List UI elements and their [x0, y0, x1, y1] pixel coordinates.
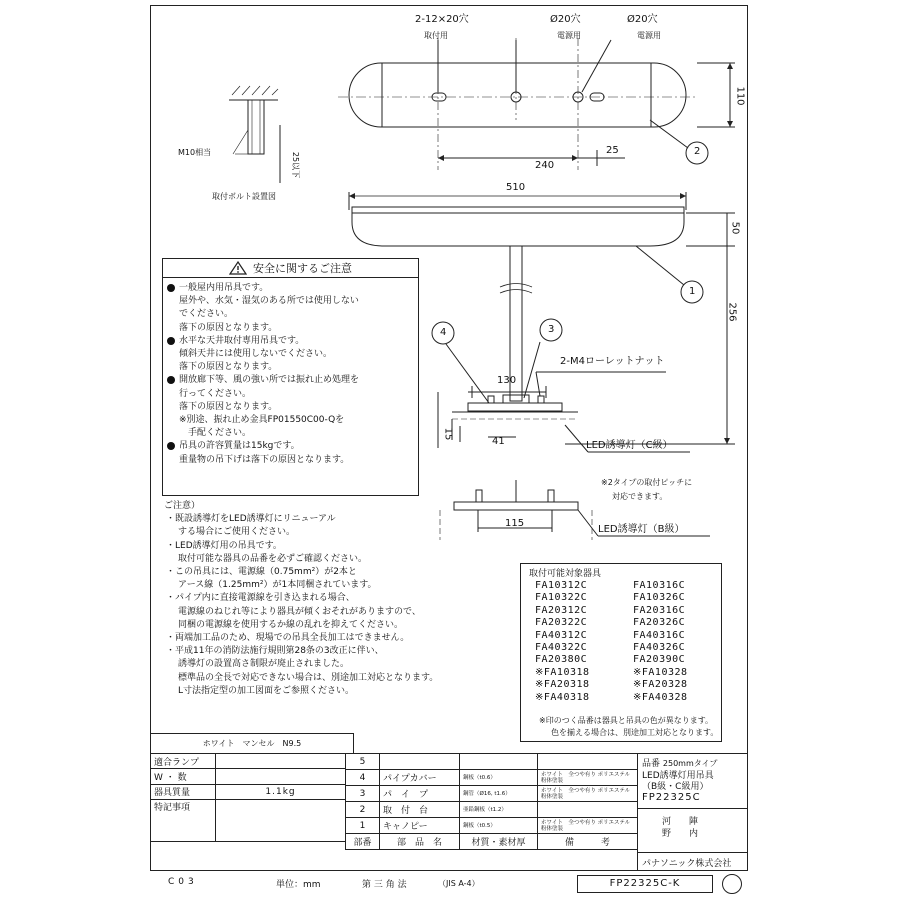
- parts-row: [346, 786, 638, 802]
- fixture-model: FA20322C: [535, 617, 588, 629]
- note-item: ・平成11年の消防法施行規則第28条の3改正に伴い、 誘導灯の設置高さ制限が廃止されました。 標準品の全長で対応できない場合は、別途加工対応となります。 L寸法指定型の加工図面をご参照ください。: [166, 646, 439, 696]
- sign-1: 河 陣: [662, 817, 699, 827]
- led-b-label: LED誘導灯（B級）: [598, 524, 685, 535]
- footer-unit: 単位：mm: [276, 880, 321, 890]
- fixture-model: FA40312C: [535, 629, 588, 641]
- note-line: 既設誘導灯をLED誘導灯にリニューアル: [175, 514, 336, 525]
- footer: [150, 872, 748, 896]
- dim-110: 110: [734, 86, 746, 106]
- safety-line: 重量物の吊下げは落下の原因となります。: [179, 454, 350, 465]
- callout-1: 1: [689, 286, 696, 297]
- pitch-note-2: 対応できます。: [612, 492, 668, 501]
- parts-name: 取 付 台: [380, 802, 460, 818]
- fixture-model: ※FA20328: [633, 679, 688, 691]
- notes-title: ご注意）: [164, 501, 201, 511]
- note-line: する場合にご使用ください。: [178, 527, 296, 538]
- parts-material: 鋼板（t0.6）: [460, 770, 538, 786]
- fixture-model: FA20312C: [535, 604, 588, 616]
- parts-material: 鋼板（t0.5）: [460, 818, 538, 834]
- safety-line: 一般屋内用吊具です。: [179, 283, 269, 293]
- fixture-model: FA40316C: [633, 629, 686, 641]
- fixtures-title: 取付可能対象器具: [529, 569, 602, 579]
- fixtures-note-2: 色を揃える場合は、別途加工対応となります。: [551, 728, 719, 737]
- dim-25: 25: [606, 145, 619, 156]
- parts-row: [346, 818, 638, 834]
- parts-remark: ホワイト 全つや有り ポリエステル粉体塗装: [538, 786, 638, 802]
- spec-row: [151, 769, 346, 784]
- fixture-model: FA40322C: [535, 642, 588, 654]
- safety-header: [163, 259, 418, 278]
- spec-table: [150, 753, 346, 842]
- fixture-model: FA20390C: [633, 654, 686, 666]
- revision-circle: [722, 874, 742, 894]
- bullet-icon: [167, 284, 175, 292]
- fixtures-box: [520, 563, 722, 742]
- spec-row: [151, 799, 346, 841]
- parts-row: [346, 770, 638, 786]
- dim-510: 510: [506, 182, 526, 193]
- slot-label: 2-12×20穴: [415, 14, 469, 25]
- dim-41: 41: [492, 436, 505, 447]
- note-item: ・両端加工品のため、現場での吊具全長加工はできません。: [166, 633, 410, 644]
- footer-code: C03: [168, 877, 198, 887]
- safety-line: 開放廊下等、風の強い所では振れ止め処理を: [179, 375, 360, 386]
- sign-2: 野 内: [662, 829, 699, 839]
- parts-name: キャノピー: [380, 818, 460, 834]
- parts-header-name: 部 品 名: [380, 834, 460, 850]
- product-desc-2: （B級・C級用）: [642, 782, 709, 792]
- safety-line: 落下の原因となります。: [179, 322, 278, 333]
- safety-line: 水平な天井取付専用吊具です。: [179, 335, 305, 346]
- parts-row: [346, 754, 638, 770]
- product-code: FP22325C: [642, 792, 701, 803]
- fixtures-note-1: ※印のつく品番は器具と吊具の色が異なります。: [539, 716, 714, 725]
- product-desc-1: LED誘導灯用吊具: [642, 771, 714, 781]
- fixture-model: ※FA10328: [633, 666, 688, 678]
- note-line: 誘導灯の設置高さ制限が廃止されました。: [178, 659, 350, 670]
- parts-header-no: 部番: [346, 834, 380, 850]
- notes-list: [158, 513, 498, 698]
- mount-base-c: [468, 403, 562, 411]
- callout-2: 2: [694, 146, 701, 157]
- spec-value: [216, 799, 346, 841]
- hole1-use-label: 電源用: [557, 31, 581, 40]
- bullet-icon: [167, 442, 175, 450]
- note-line: 取付可能な器具の品番を必ずご確認ください。: [178, 553, 368, 564]
- note-item: ・LED誘導灯用の吊具です。 取付可能な器具の品番を必ずご確認ください。: [166, 540, 368, 564]
- safety-item: [167, 335, 418, 375]
- parts-remark: [538, 802, 638, 818]
- note-line: LED誘導灯用の吊具です。: [175, 540, 282, 551]
- note-line: アース線（1.25mm²）が1本同梱されています。: [178, 580, 377, 591]
- hole2-use-label: 電源用: [637, 31, 661, 40]
- fixture-model: FA10316C: [633, 580, 686, 591]
- parts-remark: [538, 754, 638, 770]
- finish-cell: ホワイト マンセル N9.5: [151, 734, 354, 754]
- spec-label: 適合ランプ: [151, 754, 216, 769]
- parts-name: パ イ プ: [380, 786, 460, 802]
- dim-130: 130: [497, 375, 517, 386]
- parts-table: [345, 753, 638, 850]
- note-line: 標準品の全長で対応できない場合は、別途加工対応となります。: [178, 672, 439, 683]
- pitch-note-1: ※2タイプの取付ピッチに: [601, 478, 693, 487]
- title-block: [150, 733, 748, 871]
- dim-50: 50: [729, 221, 741, 235]
- parts-material: 鋼管（Ø16, t1.6）: [460, 786, 538, 802]
- dim-115: 115: [505, 518, 525, 529]
- fixture-model: ※FA20318: [535, 679, 590, 691]
- dim-15: 15: [442, 427, 454, 441]
- spec-value: [216, 769, 346, 784]
- callout-3: 3: [548, 324, 555, 335]
- hole1-label: Ø20穴: [550, 14, 581, 25]
- parts-no: 3: [346, 786, 380, 802]
- warning-icon: [229, 261, 247, 275]
- led-c-label: LED誘導灯（C級）: [586, 440, 673, 451]
- note-line: 両端加工品のため、現場での吊具全長加工はできません。: [175, 633, 410, 644]
- spec-label: 特記事項: [151, 799, 216, 841]
- parts-no: 4: [346, 770, 380, 786]
- slot-use-label: 取付用: [424, 31, 448, 40]
- spec-value: [216, 754, 346, 769]
- parts-material: [460, 754, 538, 770]
- product-label: 品番: [642, 759, 661, 769]
- note-line: この吊具には、電源線（0.75mm²）が2本と: [175, 567, 357, 578]
- hole2-label: Ø20穴: [627, 14, 658, 25]
- company-name: パナソニック株式会社: [642, 859, 732, 869]
- fixture-model: FA10322C: [535, 592, 588, 604]
- bullet-icon: [167, 376, 175, 384]
- parts-header-remark: 備 考: [538, 834, 638, 850]
- safety-box: [162, 258, 419, 496]
- note-item: ・この吊具には、電源線（0.75mm²）が2本と アース線（1.25mm²）が1本同梱されています。: [166, 567, 377, 591]
- fixture-model: FA40326C: [633, 642, 686, 654]
- finish-table: [150, 733, 354, 754]
- safety-item: [167, 440, 418, 466]
- fixture-model: FA20326C: [633, 617, 686, 629]
- bullet-icon: [167, 337, 175, 345]
- parts-no: 2: [346, 802, 380, 818]
- safety-item: [167, 282, 418, 335]
- spec-label: 器具質量: [151, 784, 216, 799]
- notes-section: [158, 500, 498, 698]
- note-line: 平成11年の消防法施行規則第28条の3改正に伴い、: [175, 646, 384, 657]
- note-line: 電源線のねじれ等により器具が傾くおそれがありますので、: [178, 606, 421, 617]
- fixture-model: ※FA40328: [633, 691, 688, 703]
- note-line: パイプ内に直接電源線を引き込まれる場合、: [175, 593, 355, 604]
- safety-line: 屋外や、水気・湿気のある所では使用しない: [179, 296, 359, 307]
- callout-4: 4: [440, 327, 447, 338]
- bolt-caption: 取付ボルト設置図: [212, 192, 276, 201]
- drawing-number: FP22325C-K: [577, 875, 713, 893]
- note-line: 同梱の電源線を使用するか線の乱れを抑えてください。: [178, 619, 404, 630]
- safety-line: 落下の原因となります。: [179, 401, 278, 412]
- footer-projection: 第 三 角 法: [362, 880, 407, 890]
- parts-no: 5: [346, 754, 380, 770]
- fixture-model: FA10326C: [633, 592, 686, 604]
- product-block: [637, 753, 748, 871]
- parts-name: [380, 754, 460, 770]
- fixture-model: ※FA10318: [535, 666, 590, 678]
- spec-row: [151, 754, 346, 769]
- fixture-model: FA10312C: [535, 580, 588, 591]
- parts-header-material: 材質・素材厚: [460, 834, 538, 850]
- safety-line: 手配ください。: [179, 428, 252, 439]
- spec-row: [151, 784, 346, 799]
- parts-no: 1: [346, 818, 380, 834]
- note-item: ・既設誘導灯をLED誘導灯にリニューアル する場合にご使用ください。: [166, 514, 336, 538]
- safety-line: でください。: [179, 309, 234, 320]
- nut-label: 2-M4ローレットナット: [560, 356, 665, 367]
- parts-header-row: [346, 834, 638, 850]
- product-type: 250mmタイプ: [662, 759, 718, 768]
- bolt-length-label: 25以下: [291, 151, 301, 179]
- fixture-model: FA20380C: [535, 654, 588, 666]
- safety-item: [167, 374, 418, 440]
- dim-240: 240: [535, 160, 555, 171]
- parts-remark: ホワイト 全つや有り ポリエステル粉体塗装: [538, 770, 638, 786]
- m10-label: M10相当: [178, 148, 212, 157]
- safety-list: [167, 282, 418, 467]
- fixture-model: ※FA40318: [535, 691, 590, 703]
- note-item: ・パイプ内に直接電源線を引き込まれる場合、 電源線のねじれ等により器具が傾くおそれがありますので、 同梱の電源線を使用するか線の乱れを抑えてください。: [166, 593, 421, 630]
- parts-name: パイプカバー: [380, 770, 460, 786]
- safety-title: 安全に関するご注意: [253, 262, 352, 275]
- note-line: L寸法指定型の加工図面をご参照ください。: [178, 685, 355, 696]
- safety-line: 傾斜天井には使用しないでください。: [179, 349, 333, 360]
- fixture-model: FA20316C: [633, 604, 686, 616]
- spec-value: 1.1kg: [216, 784, 346, 799]
- spec-label: W ・ 数: [151, 769, 216, 784]
- canopy-top-view: [349, 63, 686, 127]
- parts-material: 亜鉛鋼板（t1.2）: [460, 802, 538, 818]
- dim-256: 256: [726, 302, 738, 322]
- fixtures-grid: [535, 580, 729, 704]
- safety-line: 行ってください。: [179, 388, 252, 399]
- safety-line: 落下の原因となります。: [179, 362, 278, 373]
- safety-line: ※別途、振れ止め金具FP01550C00-Qを: [179, 415, 345, 426]
- parts-row: [346, 802, 638, 818]
- parts-remark: ホワイト 全つや有り ポリエステル粉体塗装: [538, 818, 638, 834]
- safety-line: 吊具の許容質量は15kgです。: [179, 441, 300, 452]
- footer-standard: （JIS A-4）: [438, 879, 480, 888]
